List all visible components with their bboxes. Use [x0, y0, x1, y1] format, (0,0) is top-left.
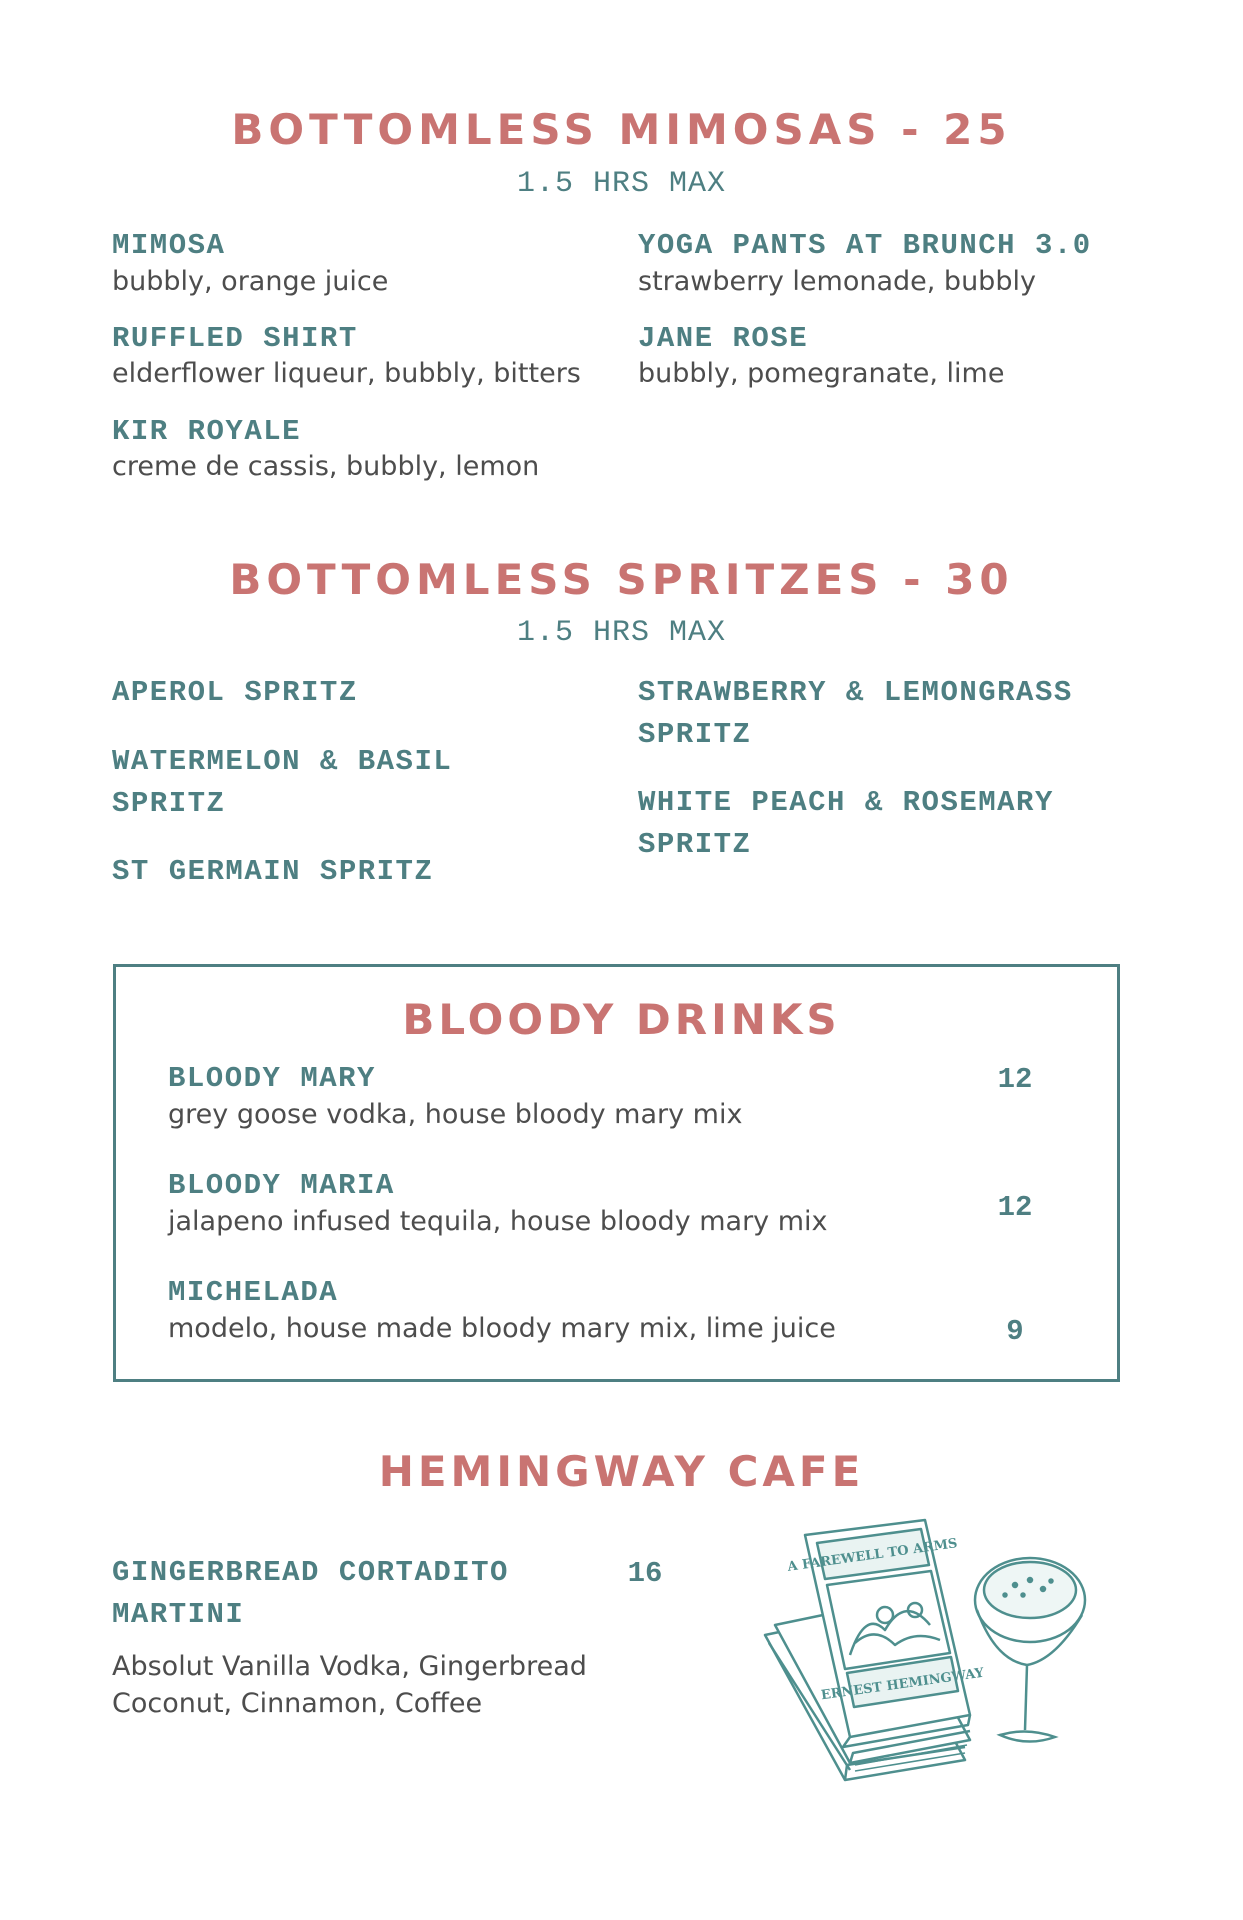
- menu-item-desc: jalapeno infused tequila, house bloody mary mix: [168, 1206, 828, 1237]
- menu-item-name: MICHELADA: [168, 1276, 339, 1309]
- menu-item-desc: elderflower liqueur, bubbly, bitters: [112, 358, 581, 389]
- spritzes-subtitle: 1.5 HRS MAX: [516, 616, 727, 650]
- menu-item-name: KIR ROYALE: [112, 415, 302, 448]
- menu-item-name: STRAWBERRY & LEMONGRASS SPRITZ: [638, 676, 1073, 751]
- menu-item-desc: bubbly, pomegranate, lime: [638, 358, 1005, 389]
- menu-item-name: ST GERMAIN SPRITZ: [112, 855, 434, 888]
- menu-item-name: WHITE PEACH & ROSEMARY SPRITZ: [638, 786, 1054, 861]
- menu-item-desc: modelo, house made bloody mary mix, lime juice: [168, 1313, 836, 1344]
- mimosas-title: BOTTOMLESS MIMOSAS - 25: [231, 105, 1012, 154]
- menu-item-desc: creme de cassis, bubbly, lemon: [112, 451, 540, 482]
- book-author-text: ERNEST HEMINGWAY: [820, 1665, 985, 1704]
- menu-item-name: BLOODY MARIA: [168, 1169, 395, 1202]
- menu-item-name: JANE ROSE: [638, 322, 809, 355]
- menu-item-name: RUFFLED SHIRT: [112, 322, 358, 355]
- bloody-title: BLOODY DRINKS: [402, 995, 841, 1044]
- menu-item-name: BLOODY MARY: [168, 1062, 376, 1095]
- menu-item-name: GINGERBREAD CORTADITO MARTINI: [112, 1556, 509, 1631]
- menu-item-desc: bubbly, orange juice: [112, 266, 389, 297]
- menu-item-price: 16: [627, 1557, 663, 1590]
- menu-item-desc: grey goose vodka, house bloody mary mix: [168, 1099, 743, 1130]
- menu-item-name: MIMOSA: [112, 229, 226, 262]
- menu-item-desc: strawberry lemonade, bubbly: [638, 266, 1036, 297]
- menu-item-price: 12: [997, 1063, 1033, 1096]
- books-and-cocktail-illustration: [755, 1515, 1095, 1785]
- mimosas-subtitle: 1.5 HRS MAX: [516, 167, 727, 201]
- menu-item-price: 12: [997, 1191, 1033, 1224]
- menu-item-price: 9: [1006, 1315, 1024, 1348]
- hemingway-title: HEMINGWAY CAFE: [378, 1447, 865, 1496]
- menu-item-name: YOGA PANTS AT BRUNCH 3.0: [638, 229, 1092, 262]
- menu-item-name: WATERMELON & BASIL SPRITZ: [112, 745, 453, 820]
- menu-item-name: APEROL SPRITZ: [112, 676, 358, 709]
- menu-item-desc: Absolut Vanilla Vodka, Gingerbread Coconut, Cinnamon, Coffee: [112, 1651, 587, 1719]
- spritzes-title: BOTTOMLESS SPRITZES - 30: [229, 555, 1014, 604]
- book-title-text: A FAREWELL TO ARMS: [786, 1536, 959, 1575]
